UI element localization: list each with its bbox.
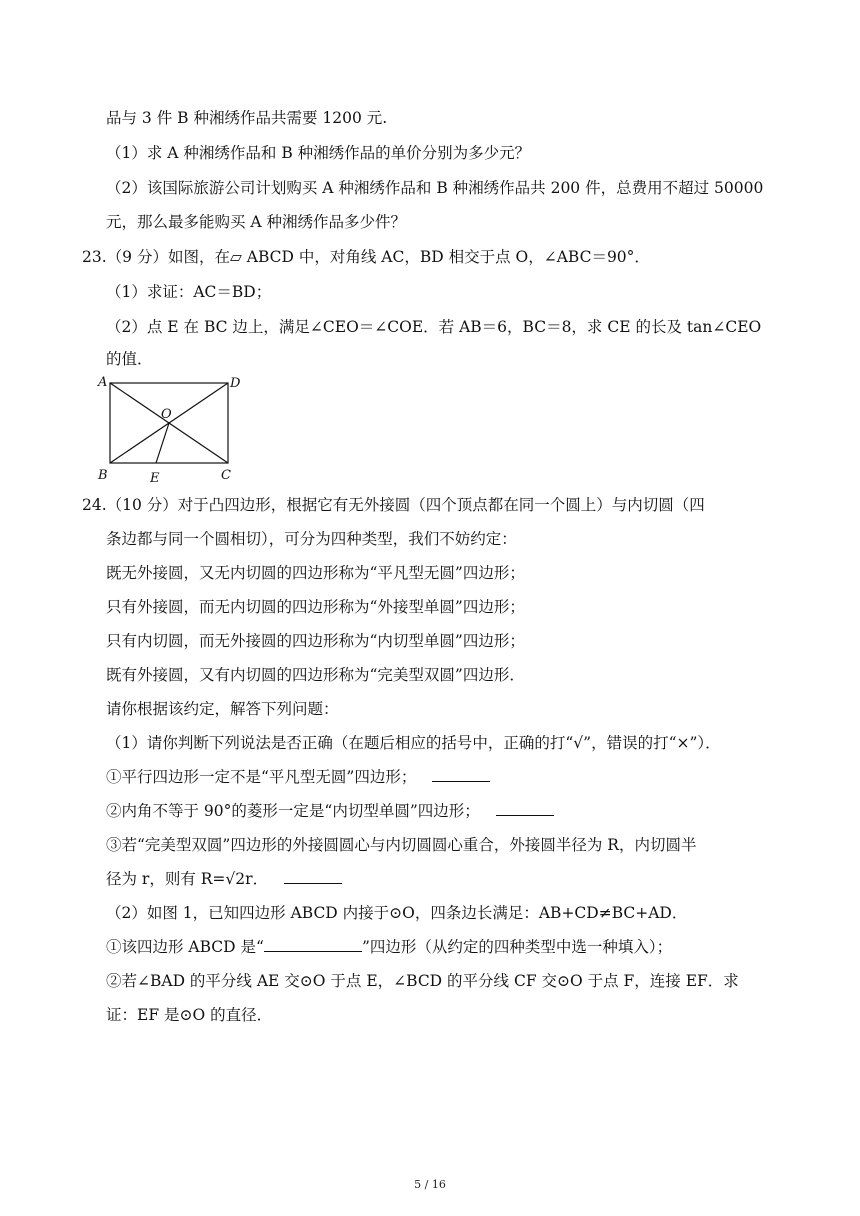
line-20 [106,869,342,889]
line-2: （1）求 A 种湘绣作品和 B 种湘绣作品的单价分别为多少元？ [106,144,531,162]
line-10: 条边都与同一个圆相切），可分为四种类型，我们不妨约定： [106,530,517,548]
segment-oe [156,423,169,463]
answer-blank-2[interactable] [496,801,554,816]
label-e: E [150,471,160,484]
line-14: 既有外接圆，又有内切圆的四边形称为“完美型双圆”四边形． [106,666,525,684]
line-8: 的值． [106,350,153,368]
line-19: ③若“完美型双圆”四边形的外接圆圆心与内切圆圆心重合，外接圆半径为 R，内切圆半 [106,836,697,854]
label-c: C [221,468,231,483]
statement-3-end: 径为 r，则有 R=√2r． [106,870,269,888]
label-o: O [161,407,172,422]
line-17 [106,767,490,787]
question-24-title: 24.（10 分）对于凸四边形，根据它有无外接圆（四个顶点都在同一个圆上）与内切圆（四 [82,496,705,514]
line-21: （2）如图 1，已知四边形 ABCD 内接于⊙O，四条边长满足：AB+CD≠BC+AD． [106,904,688,922]
line-1: 品与 3 件 B 种湘绣作品共需要 1200 元. [106,109,388,127]
rectangle-figure [96,372,248,484]
fill-suffix: ”四边形（从约定的四种类型中选一种填入）； [361,938,673,956]
question-23-title: 23.（9 分）如图，在▱ ABCD 中，对角线 AC，BD 相交于点 O，∠ABC＝90°． [82,248,650,266]
line-23: ②若∠BAD 的平分线 AE 交⊙O 于点 E，∠BCD 的平分线 CF 交⊙O 于点 F，连接 EF．求 [106,972,739,990]
line-15: 请你根据该约定，解答下列问题： [106,700,339,718]
answer-blank-3[interactable] [284,869,342,884]
line-16: （1）请你判断下列说法是否正确（在题后相应的括号中，正确的打“√”，错误的打“×”）． [106,734,721,752]
line-22 [106,937,672,957]
line-6: （1）求证：AC＝BD； [106,283,272,301]
answer-blank-type[interactable] [264,937,362,952]
statement-1: ①平行四边形一定不是“平凡型无圆”四边形； [106,768,417,786]
fill-prefix: ①该四边形 ABCD 是“ [106,938,264,956]
line-24: 证：EF 是⊙O 的直径． [106,1006,273,1024]
line-7: （2）点 E 在 BC 边上，满足∠CEO＝∠COE．若 AB＝6，BC＝8，求 CE 的长及 tan∠CEO [106,318,762,336]
label-b: B [98,468,108,483]
line-11: 既无外接圆，又无内切圆的四边形称为“平凡型无圆”四边形； [106,564,525,582]
line-13: 只有内切圆，而无外接圆的四边形称为“内切型单圆”四边形； [106,632,525,650]
line-12: 只有外接圆，而无内切圆的四边形称为“外接型单圆”四边形； [106,598,525,616]
line-4: 元，那么最多能购买 A 种湘绣作品多少件？ [106,213,407,231]
statement-2: ②内角不等于 90°的菱形一定是“内切型单圆”四边形； [106,802,480,820]
line-3: （2）该国际旅游公司计划购买 A 种湘绣作品和 B 种湘绣作品共 200 件，总费用不超过 50000 [106,179,764,197]
answer-blank-1[interactable] [432,767,490,782]
label-a: A [98,375,108,390]
line-18 [106,801,554,821]
page-number: 5 / 16 [414,1178,446,1191]
label-d: D [230,376,241,391]
